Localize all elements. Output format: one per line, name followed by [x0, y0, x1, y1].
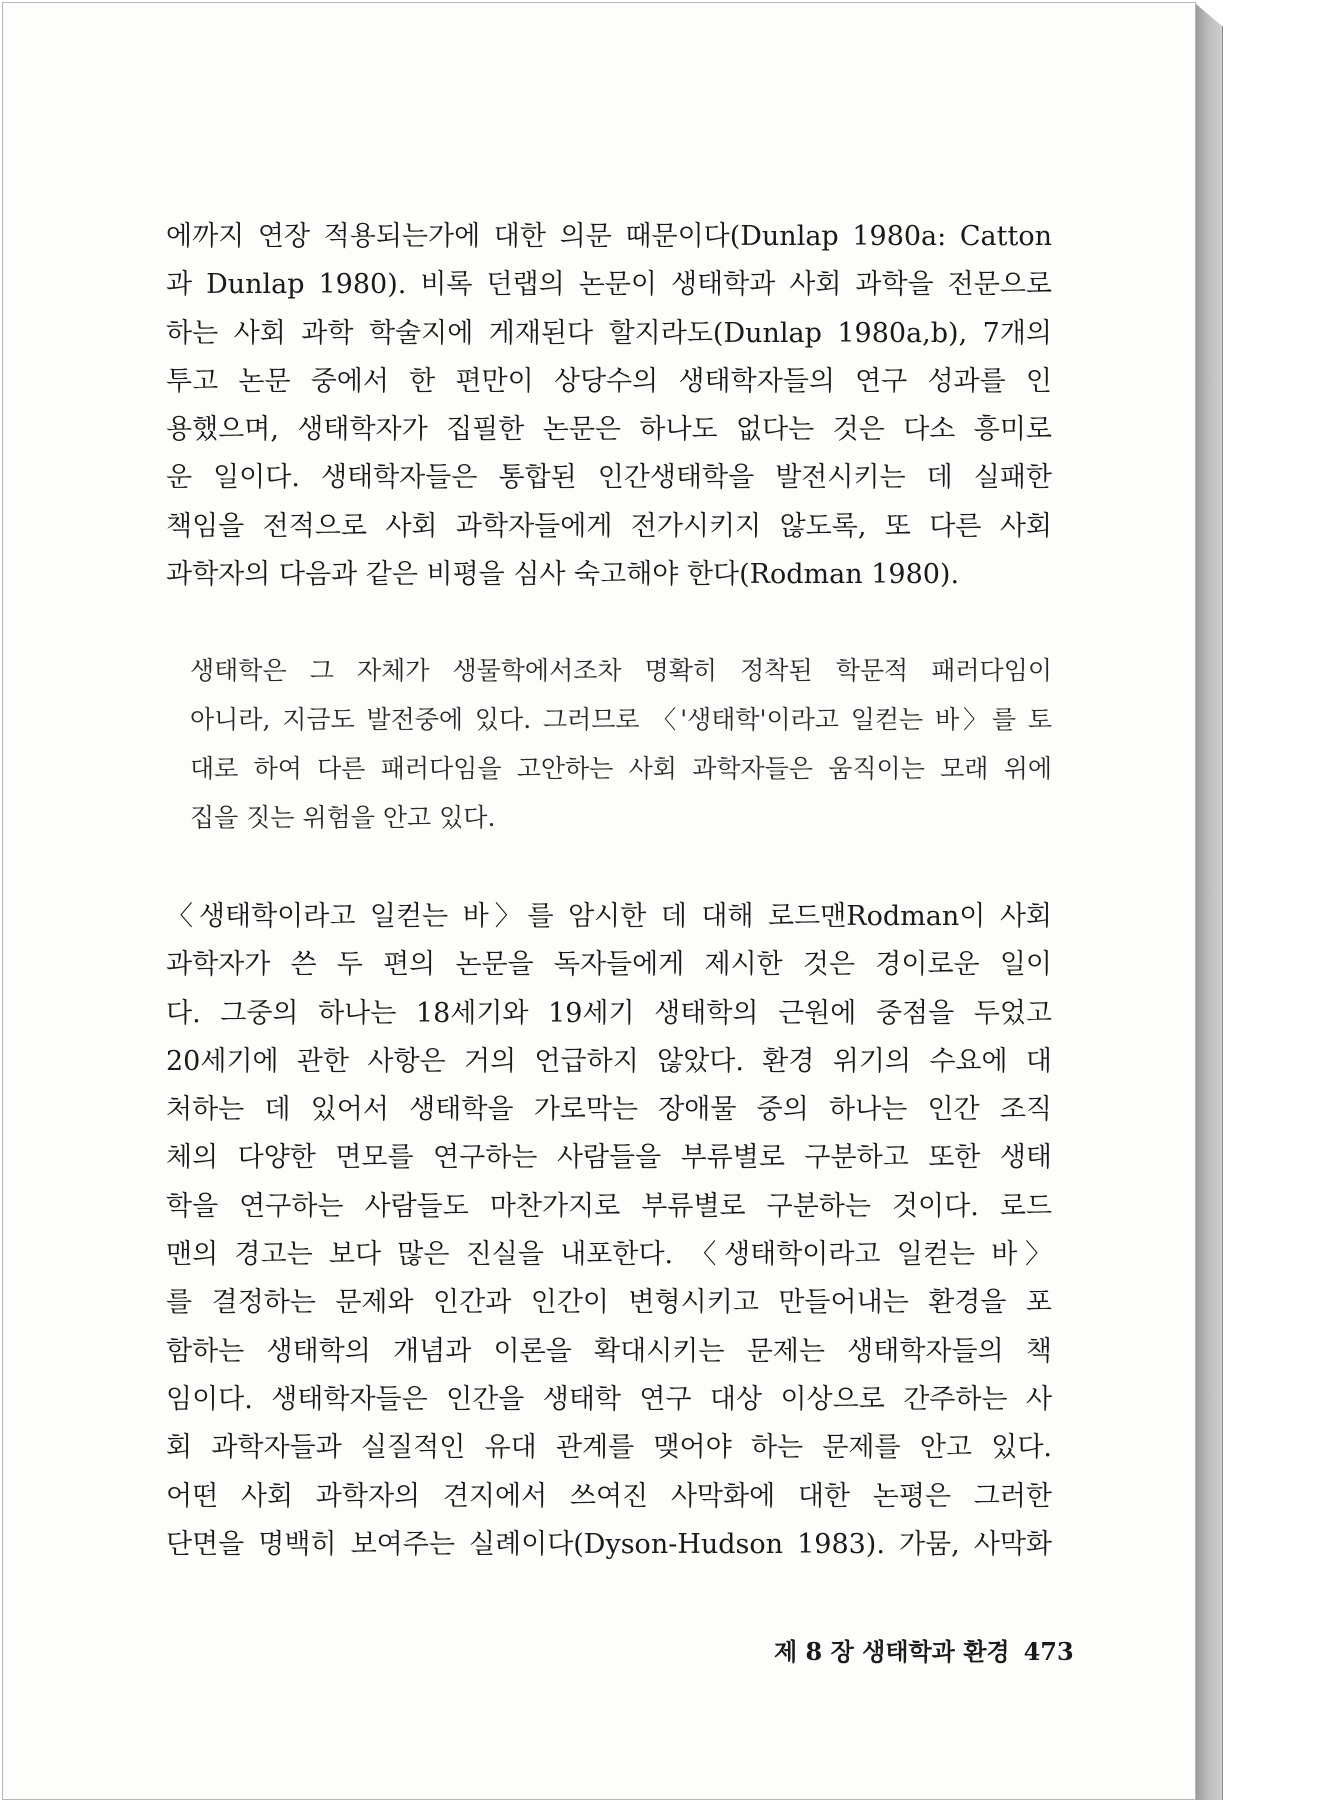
text-line: 과학자의 다음과 같은 비평을 심사 숙고해야 한다(Rodman 1980).	[166, 559, 960, 591]
chapter-title: 제 8 장 생태학과 환경	[774, 1637, 1010, 1666]
text-line: 하는 사회 과학 학술지에 게재된다 할지라도(Dunlap 1980a,b), 7개의	[166, 317, 1052, 349]
text-line: 에까지 연장 적용되는가에 대한 의문 때문이다(Dunlap 1980a: Catton	[166, 221, 1052, 252]
text-line: 를 결정하는 문제와 인간과 인간이 변형시키고 만들어내는 환경을 포	[166, 1287, 1052, 1319]
text-line: 함하는 생태학의 개념과 이론을 확대시키는 문제는 생태학자들의 책	[166, 1335, 1052, 1367]
text-line: 투고 논문 중에서 한 편만이 상당수의 생태학자들의 연구 성과를 인	[166, 365, 1052, 397]
text-line: 다. 그중의 하나는 18세기와 19세기 생태학의 근원에 중점을 두었고	[166, 997, 1052, 1029]
text-line: 체의 다양한 면모를 연구하는 사람들을 부류별로 구분하고 또한 생태	[166, 1142, 1052, 1174]
page-number: 473	[1023, 1637, 1074, 1666]
running-footer	[760, 1632, 1074, 1667]
text-line: 운 일이다. 생태학자들은 통합된 인간생태학을 발전시키는 데 실패한	[166, 462, 1052, 494]
text-line: 과 Dunlap 1980). 비록 던랩의 논문이 생태학과 사회 과학을 전문으로	[166, 269, 1052, 301]
text-line: 임이다. 생태학자들은 인간을 생태학 연구 대상 이상으로 간주하는 사	[166, 1383, 1052, 1415]
text-line: 책임을 전적으로 사회 과학자들에게 전가시키지 않도록, 또 다른 사회	[166, 510, 1052, 542]
body-paragraph-2	[166, 893, 1052, 1569]
body-paragraph-1	[166, 213, 1052, 599]
text-line: 어떤 사회 과학자의 견지에서 쓰여진 사막화에 대한 논평은 그러한	[166, 1480, 1052, 1512]
quote-line: 아니라, 지금도 발전중에 있다. 그러므로 〈'생태학'이라고 일컫는 바〉를 토	[190, 705, 1052, 734]
text-line: 처하는 데 있어서 생태학을 가로막는 장애물 중의 하나는 인간 조직	[166, 1094, 1052, 1126]
block-quote	[190, 646, 1052, 842]
text-line: 〈생태학이라고 일컫는 바〉를 암시한 데 대해 로드맨Rodman이 사회	[166, 901, 1052, 932]
quote-line: 생태학은 그 자체가 생물학에서조차 명확히 정착된 학문적 패러다임이	[190, 656, 1052, 685]
text-line: 과학자가 쓴 두 편의 논문을 독자들에게 제시한 것은 경이로운 일이	[166, 949, 1052, 981]
page-stack-edge	[1196, 4, 1222, 1800]
quote-line: 대로 하여 다른 패러다임을 고안하는 사회 과학자들은 움직이는 모래 위에	[190, 754, 1052, 783]
quote-line: 집을 짓는 위험을 안고 있다.	[190, 803, 496, 832]
text-line: 학을 연구하는 사람들도 마찬가지로 부류별로 구분하는 것이다. 로드	[166, 1190, 1052, 1222]
text-line: 단면을 명백히 보여주는 실례이다(Dyson-Hudson 1983). 가뭄, 사막화	[166, 1528, 1052, 1560]
text-line: 용했으며, 생태학자가 집필한 논문은 하나도 없다는 것은 다소 흥미로	[166, 414, 1052, 446]
text-line: 회 과학자들과 실질적인 유대 관계를 맺어야 하는 문제를 안고 있다.	[166, 1432, 1052, 1464]
text-line: 맨의 경고는 보다 많은 진실을 내포한다. 〈생태학이라고 일컫는 바〉	[166, 1239, 1052, 1271]
page-stack-edge-line	[1222, 26, 1223, 1800]
text-line: 20세기에 관한 사항은 거의 언급하지 않았다. 환경 위기의 수요에 대	[166, 1045, 1052, 1077]
